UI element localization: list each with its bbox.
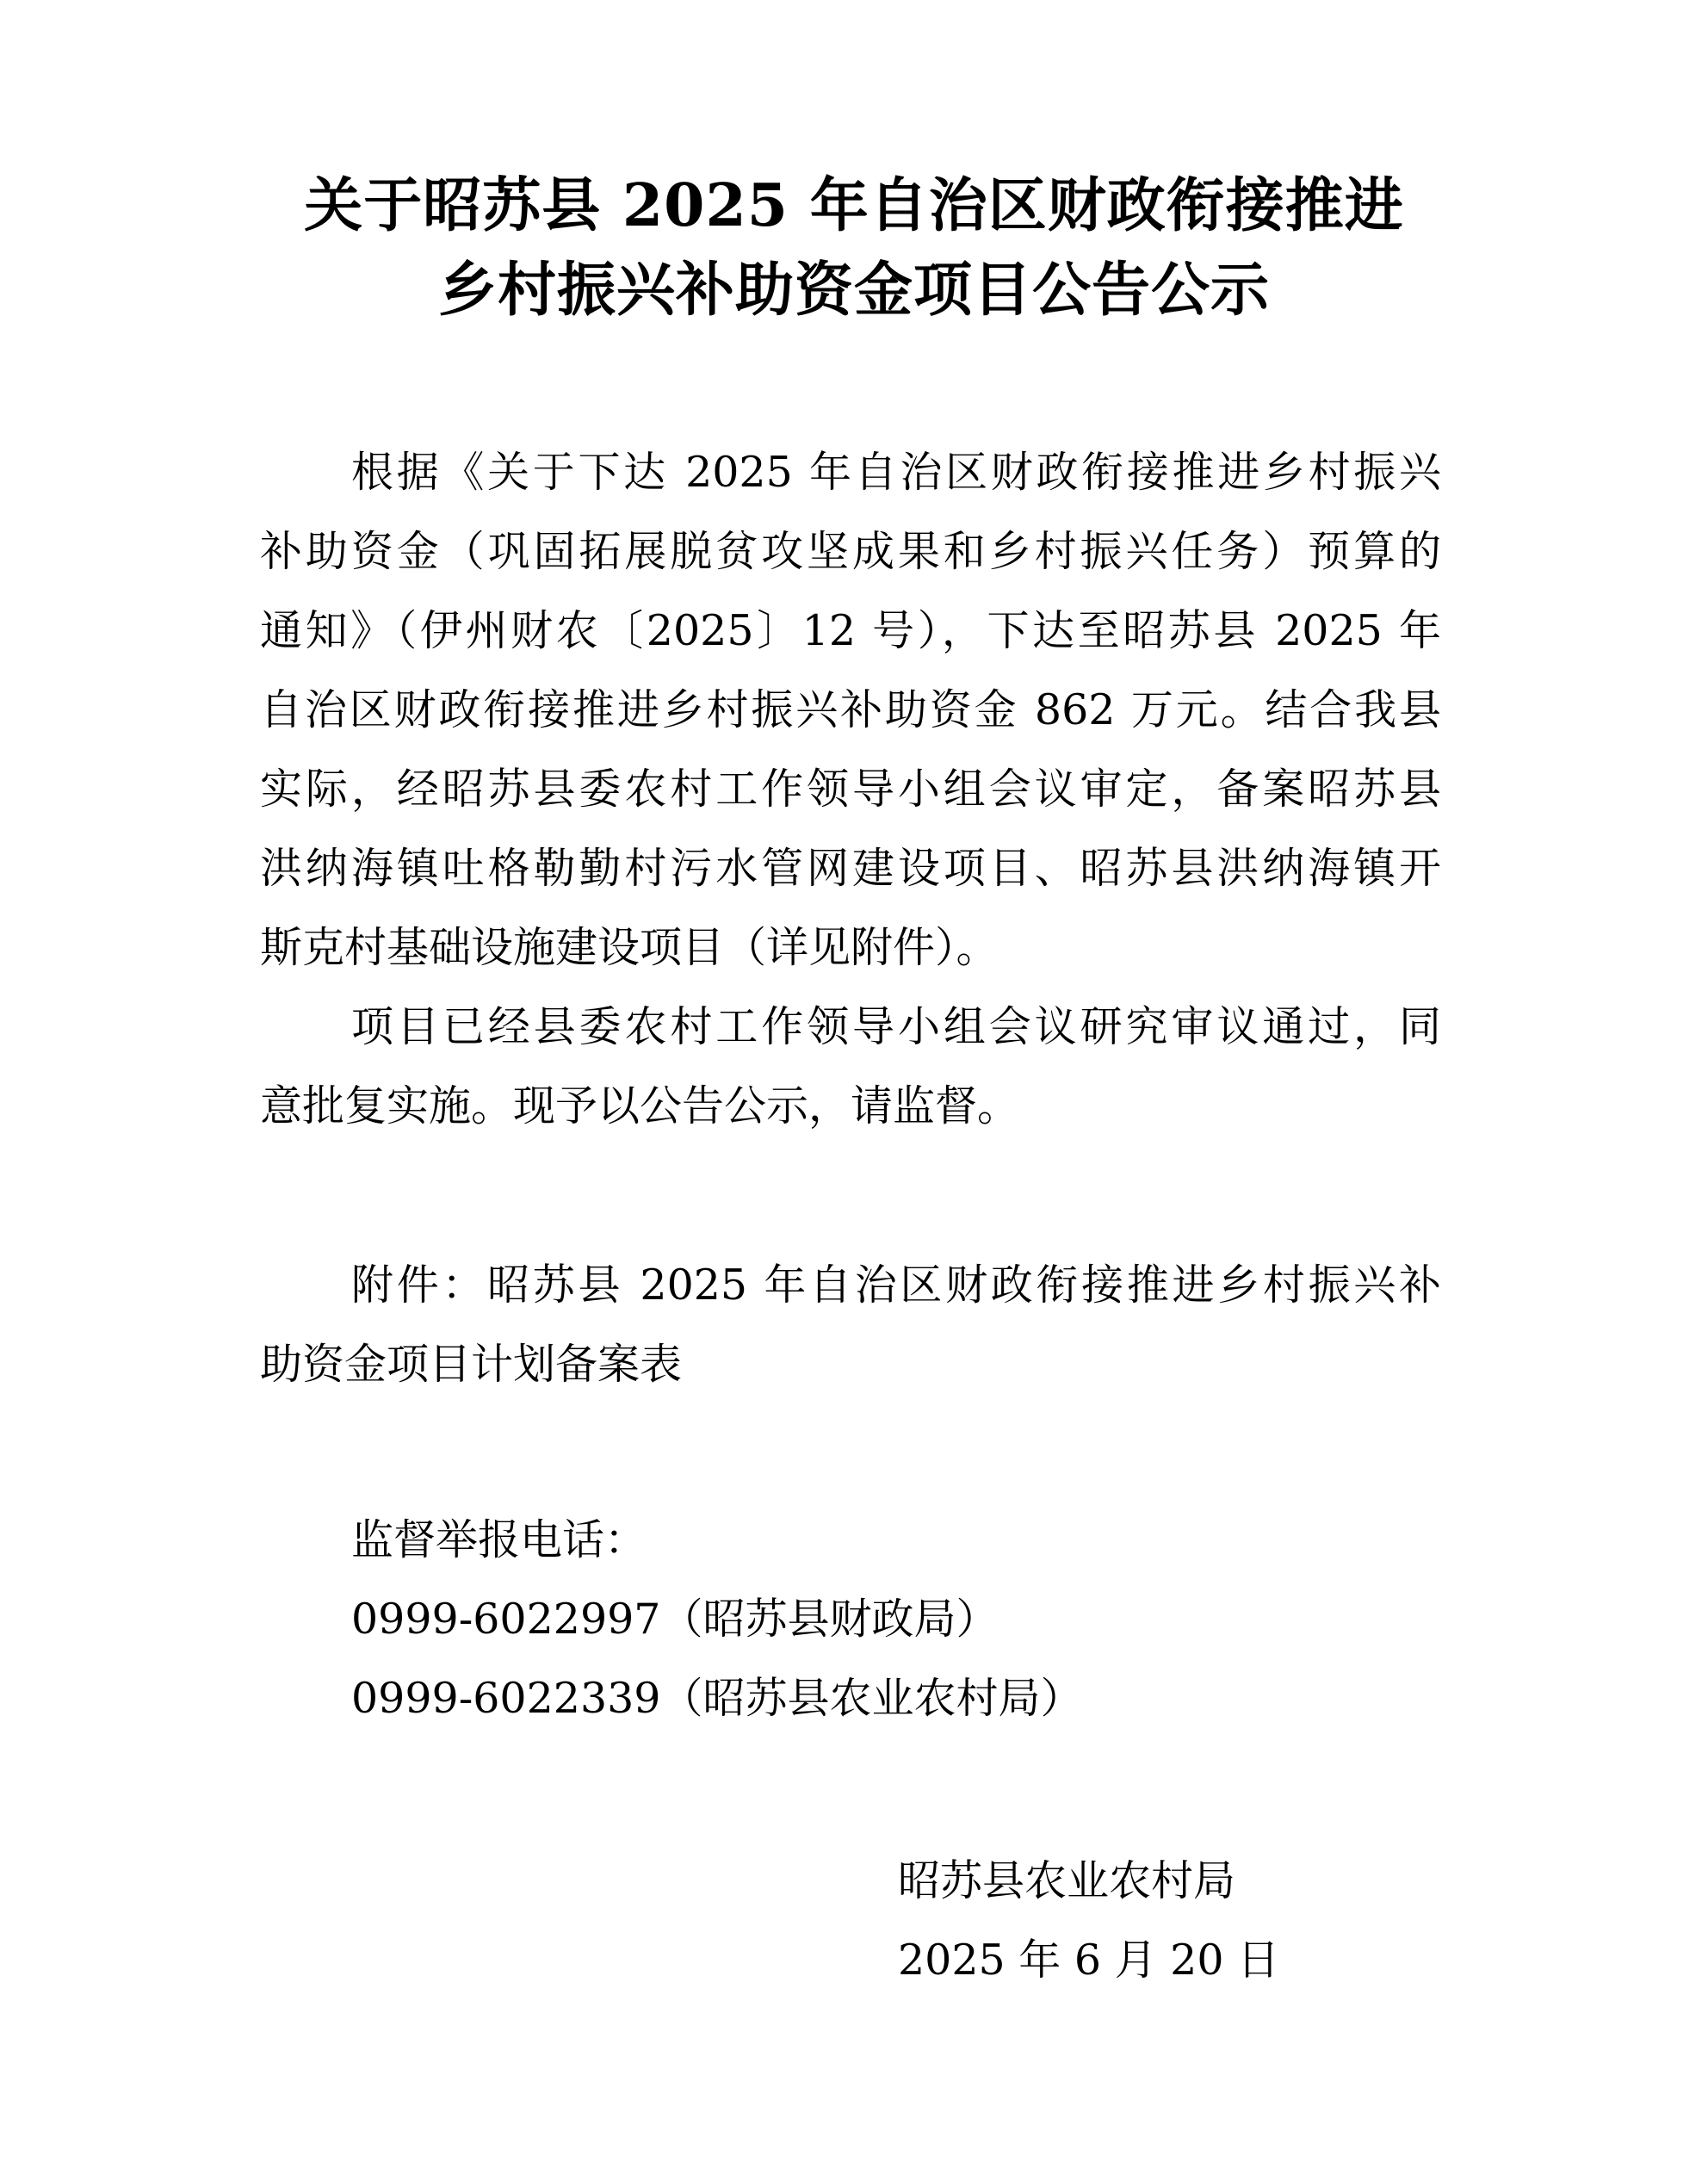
body-paragraph-1-line-5: 实际，经昭苏县委农村工作领导小组会议审定，备案昭苏县 — [260, 765, 1441, 814]
body-paragraph-1-line-3: 通知》（伊州财农〔2025〕12 号），下达至昭苏县 2025 年 — [260, 606, 1441, 655]
body-paragraph-1-line-2: 补助资金（巩固拓展脱贫攻坚成果和乡村振兴任务）预算的 — [260, 527, 1441, 576]
body-paragraph-1-line-4: 自治区财政衔接推进乡村振兴补助资金 862 万元。结合我县 — [260, 685, 1441, 734]
signature-issuer: 昭苏县农业农村局 — [898, 1856, 1236, 1905]
document-title-line-1: 关于昭苏县 2025 年自治区财政衔接推进 — [304, 171, 1404, 240]
body-paragraph-1-line-7: 斯克村基础设施建设项目（详见附件）。 — [260, 923, 999, 972]
signature-date: 2025 年 6 月 20 日 — [898, 1936, 1280, 1985]
body-paragraph-2-line-2: 意批复实施。现予以公告公示，请监督。 — [260, 1081, 1020, 1130]
attachment-line-2: 助资金项目计划备案表 — [260, 1340, 683, 1389]
body-paragraph-1-line-1: 根据《关于下达 2025 年自治区财政衔接推进乡村振兴 — [351, 448, 1441, 497]
body-paragraph-2-line-1: 项目已经县委农村工作领导小组会议研究审议通过，同 — [351, 1002, 1441, 1051]
hotline-label: 监督举报电话： — [351, 1515, 647, 1564]
document-title-line-2: 乡村振兴补助资金项目公告公示 — [437, 256, 1270, 325]
body-paragraph-1-line-6: 洪纳海镇吐格勒勤村污水管网建设项目、昭苏县洪纳海镇开 — [260, 844, 1441, 893]
hotline-number-agriculture: 0999-6022339（昭苏县农业农村局） — [351, 1674, 1083, 1723]
hotline-number-finance: 0999-6022997（昭苏县财政局） — [351, 1595, 999, 1644]
attachment-line-1: 附件：昭苏县 2025 年自治区财政衔接推进乡村振兴补 — [351, 1261, 1441, 1310]
